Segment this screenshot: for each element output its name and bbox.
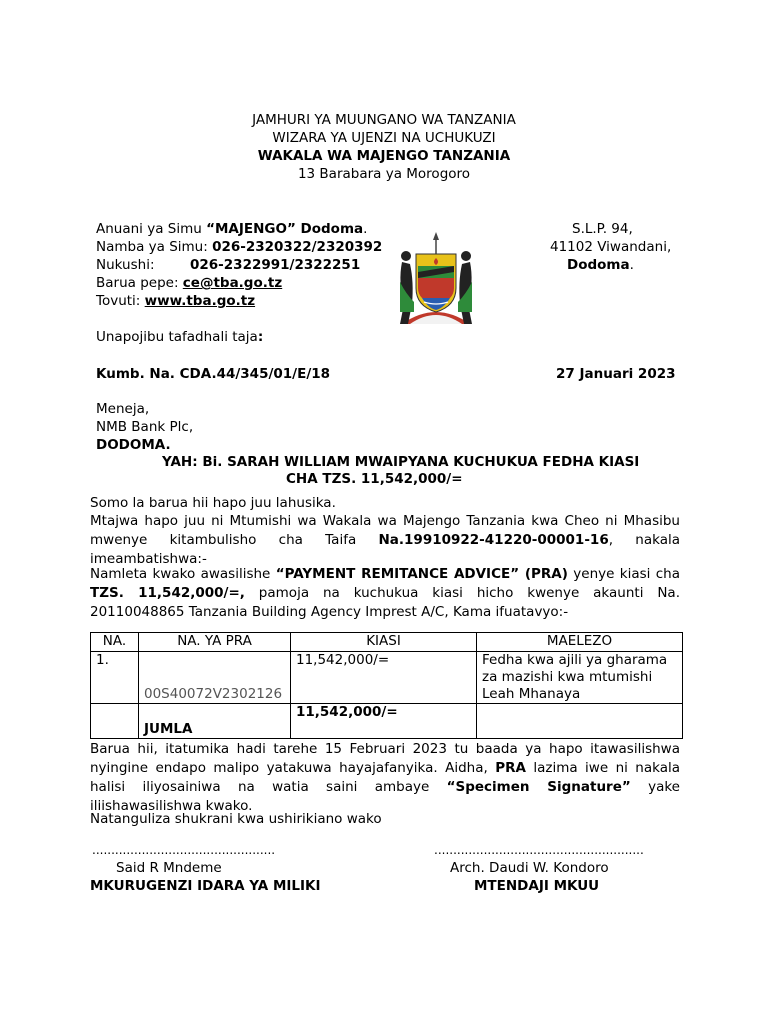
row-description: Fedha kwa ajili ya gharama za mazishi kwa mtumishi Leah Mhanaya — [477, 652, 683, 704]
paragraph-request — [90, 565, 680, 622]
header-line-street: 13 Barabara ya Morogoro — [297, 166, 471, 182]
paragraph-intro: Somo la barua hii hapo juu lahusika. — [90, 495, 336, 511]
signature-line-right: ....................................................... — [434, 843, 644, 857]
pra-label: “PAYMENT REMITANCE ADVICE” (PRA) — [275, 566, 568, 582]
recipient-bank: NMB Bank Plc, — [96, 419, 194, 435]
signatory-left-name: Said R Mndeme — [116, 860, 222, 876]
pra-number: 00S40072V2302126 — [139, 652, 291, 704]
address-city — [567, 257, 634, 273]
phone-label: Namba ya Simu: — [96, 239, 213, 255]
paragraph-validity — [90, 740, 680, 816]
signature-line-left: ................................................ — [92, 843, 276, 857]
header-line-agency: WAKALA WA MAJENGO TANZANIA — [257, 148, 511, 164]
table-total-row — [91, 704, 683, 739]
address-city-name: Dodoma — [567, 257, 630, 273]
subject-line-1: YAH: Bi. SARAH WILLIAM MWAIPYANA KUCHUKUA FEDHA KIASI — [162, 454, 640, 470]
recipient-city: DODOMA. — [96, 437, 171, 453]
validity-pra: PRA — [495, 760, 526, 776]
paragraph-employee — [90, 512, 680, 569]
contact-email — [96, 275, 282, 291]
contact-website — [96, 293, 255, 309]
employee-text-end: , nakala imeambatishwa:- — [90, 532, 680, 567]
fax-value: 026-2322991/2322251 — [190, 257, 361, 273]
signatory-right-title: MTENDAJI MKUU — [474, 878, 600, 894]
letter-date: 27 Januari 2023 — [556, 366, 676, 382]
validity-text-b: lazima iwe ni nakala halisi iliyosainiwa na watia saini ambaye — [90, 760, 680, 795]
subject-line-2: CHA TZS. 11,542,000/= — [286, 471, 463, 487]
specimen-signature: “Specimen Signature” — [446, 779, 631, 795]
address-po-box: S.L.P. 94, — [572, 221, 633, 237]
recipient-title: Meneja, — [96, 401, 150, 417]
request-text-a: Namleta kwako awasilishe — [90, 566, 276, 582]
table-header-row — [91, 633, 683, 652]
national-id: Na.19910922-41220-00001-16 — [378, 532, 609, 548]
signatory-right-name: Arch. Daudi W. Kondoro — [450, 860, 609, 876]
table-header-cell: MAELEZO — [477, 633, 683, 652]
email-label: Barua pepe: — [96, 275, 183, 291]
reference-number: Kumb. Na. CDA.44/345/01/E/18 — [96, 366, 331, 382]
request-amount: TZS. 11,542,000/=, — [90, 585, 245, 601]
total-empty-desc — [477, 704, 683, 739]
telegram-suffix: . — [363, 221, 368, 237]
email-link[interactable]: ce@tba.go.tz — [182, 275, 283, 291]
validity-text-a: Barua hii, itatumika hadi tarehe 15 Februari 2023 tu baada ya hapo itawasilishwa nyingine endapo malipo yatakuwa hayajafanyika. Aidha, — [90, 741, 680, 776]
pra-table — [90, 632, 683, 739]
phone-value: 026-2320322/2320392 — [212, 239, 383, 255]
row-amount: 11,542,000/= — [291, 652, 477, 704]
header-line-ministry: WIZARA YA UJENZI NA UCHUKUZI — [272, 130, 496, 146]
fax-label: Nukushi: — [96, 257, 155, 273]
validity-text-c: yake iliishawasilishwa kwako. — [90, 779, 680, 814]
request-text-b: yenye kiasi cha — [567, 566, 680, 582]
tanzania-coat-of-arms-icon — [388, 232, 484, 332]
row-number: 1. — [91, 652, 139, 704]
paragraph-thanks: Natanguliza shukrani kwa ushirikiano wako — [90, 811, 382, 827]
total-empty-cell — [91, 704, 139, 739]
table-header-cell: NA. — [91, 633, 139, 652]
contact-phone — [96, 239, 382, 255]
table-row — [91, 652, 683, 704]
total-label: JUMLA — [139, 704, 291, 739]
website-link[interactable]: www.tba.go.tz — [144, 293, 256, 309]
header-line-republic: JAMHURI YA MUUNGANO WA TANZANIA — [252, 112, 516, 128]
signatory-left-title: MKURUGENZI IDARA YA MILIKI — [90, 878, 321, 894]
table-header-cell: KIASI — [291, 633, 477, 652]
reply-note — [96, 329, 263, 345]
reply-note-text: Unapojibu tafadhali taja — [96, 329, 258, 345]
total-amount: 11,542,000/= — [291, 704, 477, 739]
address-city-suffix: . — [629, 257, 634, 273]
telegram-label: Anuani ya Simu — [96, 221, 207, 237]
website-label: Tovuti: — [96, 293, 145, 309]
employee-text: Mtajwa hapo juu ni Mtumishi wa Wakala wa Majengo Tanzania kwa Cheo ni Mhasibu mwenye kitambulisho cha Taifa — [90, 513, 680, 548]
request-text-c: pamoja na kuchukua kiasi hicho kwenye akaunti Na. 20110048865 Tanzania Building Agency Imprest A/C, Kama ifuatavyo:- — [90, 585, 680, 620]
telegram-value: “MAJENGO” Dodoma — [206, 221, 364, 237]
contact-fax — [96, 257, 155, 273]
table-header-cell: NA. YA PRA — [139, 633, 291, 652]
address-area: 41102 Viwandani, — [550, 239, 672, 255]
contact-telegram — [96, 221, 367, 237]
reply-note-colon: : — [257, 329, 264, 345]
